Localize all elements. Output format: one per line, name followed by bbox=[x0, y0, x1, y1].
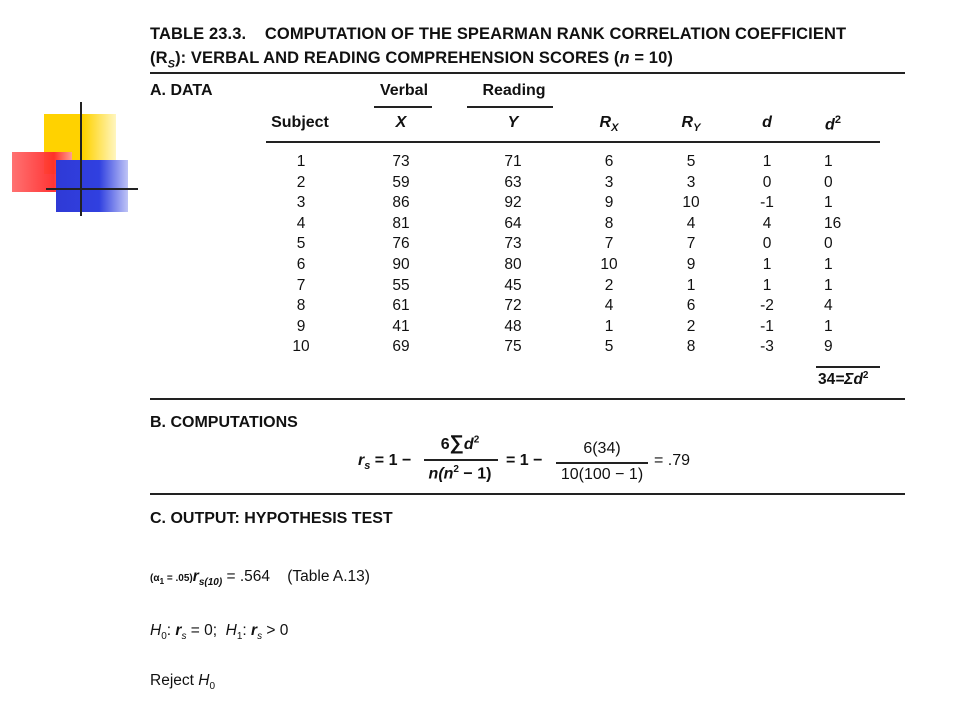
cell-d: 1 bbox=[762, 276, 772, 294]
cell-ry: 9 bbox=[686, 256, 696, 273]
cell-subject: 6 bbox=[296, 256, 306, 273]
header-d: d bbox=[762, 114, 772, 131]
cell-x: 69 bbox=[392, 338, 410, 356]
cell-subject: 3 bbox=[296, 194, 306, 212]
header-x: X bbox=[395, 114, 407, 131]
cell-rx: 7 bbox=[604, 235, 614, 253]
verbal-group-header: Verbal bbox=[379, 82, 429, 99]
header-rx: $R_X$ bbox=[599, 114, 619, 135]
critical-value-line: $(\alpha_1 = .05)r_{s(10)} = .564$ (Table A.13) bbox=[150, 568, 370, 589]
hypotheses-line: $H_0$: $r_s = 0$; $H_1$: $r_s > 0$ bbox=[150, 622, 289, 643]
cell-d2: 0 bbox=[824, 235, 833, 253]
cell-d: -3 bbox=[760, 338, 774, 356]
formula-equals-2: = 1 − bbox=[506, 452, 543, 469]
cell-y: 48 bbox=[504, 317, 522, 335]
cell-y: 64 bbox=[504, 214, 522, 232]
cell-ry: 10 bbox=[682, 194, 700, 212]
header-underline bbox=[266, 141, 880, 143]
formula-fraction-bar-1 bbox=[424, 459, 498, 461]
logo-vertical-line bbox=[80, 102, 82, 216]
cell-d2: 1 bbox=[824, 256, 833, 273]
cell-y: 80 bbox=[504, 256, 522, 273]
cell-subject: 1 bbox=[296, 153, 306, 170]
section-a-rule bbox=[150, 398, 905, 400]
header-subject: Subject bbox=[271, 114, 329, 131]
cell-ry: 7 bbox=[686, 235, 696, 253]
cell-rx: 3 bbox=[604, 173, 614, 191]
cell-d2: 9 bbox=[824, 338, 833, 356]
cell-rx: 2 bbox=[604, 276, 614, 294]
cell-ry: 5 bbox=[686, 153, 696, 170]
reading-group-header: Reading bbox=[482, 82, 546, 99]
cell-y: 92 bbox=[504, 194, 522, 212]
cell-d2: 16 bbox=[824, 214, 842, 232]
verbal-underline bbox=[374, 106, 432, 108]
cell-d: 0 bbox=[762, 235, 772, 253]
cell-d: 1 bbox=[762, 153, 772, 170]
cell-ry: 4 bbox=[686, 214, 696, 232]
section-b-rule bbox=[150, 493, 905, 495]
cell-d2: 1 bbox=[824, 194, 833, 212]
cell-ry: 3 bbox=[686, 173, 696, 191]
formula-denominator-1: $n(n^2 - 1)$ bbox=[428, 464, 492, 483]
cell-subject: 9 bbox=[296, 317, 306, 335]
sum-d-squared: $34=\Sigma d^2$ bbox=[818, 370, 869, 389]
table-title-line1: TABLE 23.3. COMPUTATION OF THE SPEARMAN RANK CORRELATION COEFFICIENT bbox=[150, 25, 847, 43]
header-ry: $R_Y$ bbox=[681, 114, 701, 135]
cell-x: 76 bbox=[392, 235, 410, 253]
cell-d: 1 bbox=[762, 256, 772, 273]
cell-d: 0 bbox=[762, 173, 772, 191]
header-d-squared: $d^2$ bbox=[825, 114, 841, 134]
cell-rx: 1 bbox=[604, 317, 614, 335]
cell-subject: 4 bbox=[296, 214, 306, 232]
cell-rx: 4 bbox=[604, 297, 614, 315]
cell-rx: 6 bbox=[604, 153, 614, 170]
cell-x: 86 bbox=[392, 194, 410, 212]
reading-underline bbox=[467, 106, 553, 108]
cell-y: 71 bbox=[504, 153, 522, 170]
decorative-logo bbox=[10, 100, 140, 220]
cell-d2: 1 bbox=[824, 153, 833, 170]
cell-d: 4 bbox=[762, 214, 772, 232]
title-rule bbox=[150, 72, 905, 74]
formula-result: = .79 bbox=[654, 452, 691, 469]
sum-rule bbox=[816, 366, 880, 368]
cell-rx: 8 bbox=[604, 214, 614, 232]
header-y: Y bbox=[507, 114, 519, 131]
formula-lhs: $r_s = 1$ − bbox=[358, 452, 412, 473]
cell-d2: 0 bbox=[824, 173, 833, 191]
cell-y: 72 bbox=[504, 297, 522, 315]
cell-ry: 8 bbox=[686, 338, 696, 356]
cell-rx: 5 bbox=[604, 338, 614, 356]
cell-x: 41 bbox=[392, 317, 410, 335]
formula-numerator-1: $6\sum d^2$ bbox=[440, 432, 480, 454]
cell-ry: 2 bbox=[686, 317, 696, 335]
section-c-label: C. OUTPUT: HYPOTHESIS TEST bbox=[150, 510, 393, 527]
section-b-label: B. COMPUTATIONS bbox=[150, 414, 298, 431]
table-title-line2: $(R_S)$: VERBAL AND READING COMPREHENSION SCORES (n = 10) bbox=[150, 49, 673, 71]
cell-y: 63 bbox=[504, 173, 522, 191]
logo-blue-square bbox=[56, 160, 128, 212]
cell-x: 59 bbox=[392, 173, 410, 191]
cell-subject: 8 bbox=[296, 297, 306, 315]
table-title bbox=[150, 22, 846, 76]
cell-d: -1 bbox=[760, 317, 774, 335]
cell-d: -2 bbox=[760, 297, 774, 315]
cell-x: 73 bbox=[392, 153, 410, 170]
cell-d: -1 bbox=[760, 194, 774, 212]
cell-y: 73 bbox=[504, 235, 522, 253]
cell-d2: 4 bbox=[824, 297, 833, 315]
cell-subject: 7 bbox=[296, 276, 306, 294]
cell-subject: 5 bbox=[296, 235, 306, 253]
cell-subject: 10 bbox=[292, 338, 310, 356]
cell-rx: 9 bbox=[604, 194, 614, 212]
cell-x: 61 bbox=[392, 297, 410, 315]
formula-fraction-bar-2 bbox=[556, 462, 648, 464]
cell-subject: 2 bbox=[296, 173, 306, 191]
cell-x: 55 bbox=[392, 276, 410, 294]
cell-rx: 10 bbox=[600, 256, 618, 273]
cell-ry: 1 bbox=[686, 276, 696, 294]
decision-line: Reject $H_0$ bbox=[150, 672, 216, 693]
cell-ry: 6 bbox=[686, 297, 696, 315]
logo-horizontal-line bbox=[46, 188, 138, 190]
cell-x: 81 bbox=[392, 214, 410, 232]
cell-x: 90 bbox=[392, 256, 410, 273]
cell-y: 75 bbox=[504, 338, 522, 356]
section-a-label: A. DATA bbox=[150, 82, 213, 99]
formula-denominator-2: 10(100 − 1) bbox=[560, 466, 644, 483]
cell-y: 45 bbox=[504, 276, 522, 294]
formula-numerator-2: 6(34) bbox=[583, 440, 621, 457]
cell-d2: 1 bbox=[824, 276, 833, 294]
cell-d2: 1 bbox=[824, 317, 833, 335]
